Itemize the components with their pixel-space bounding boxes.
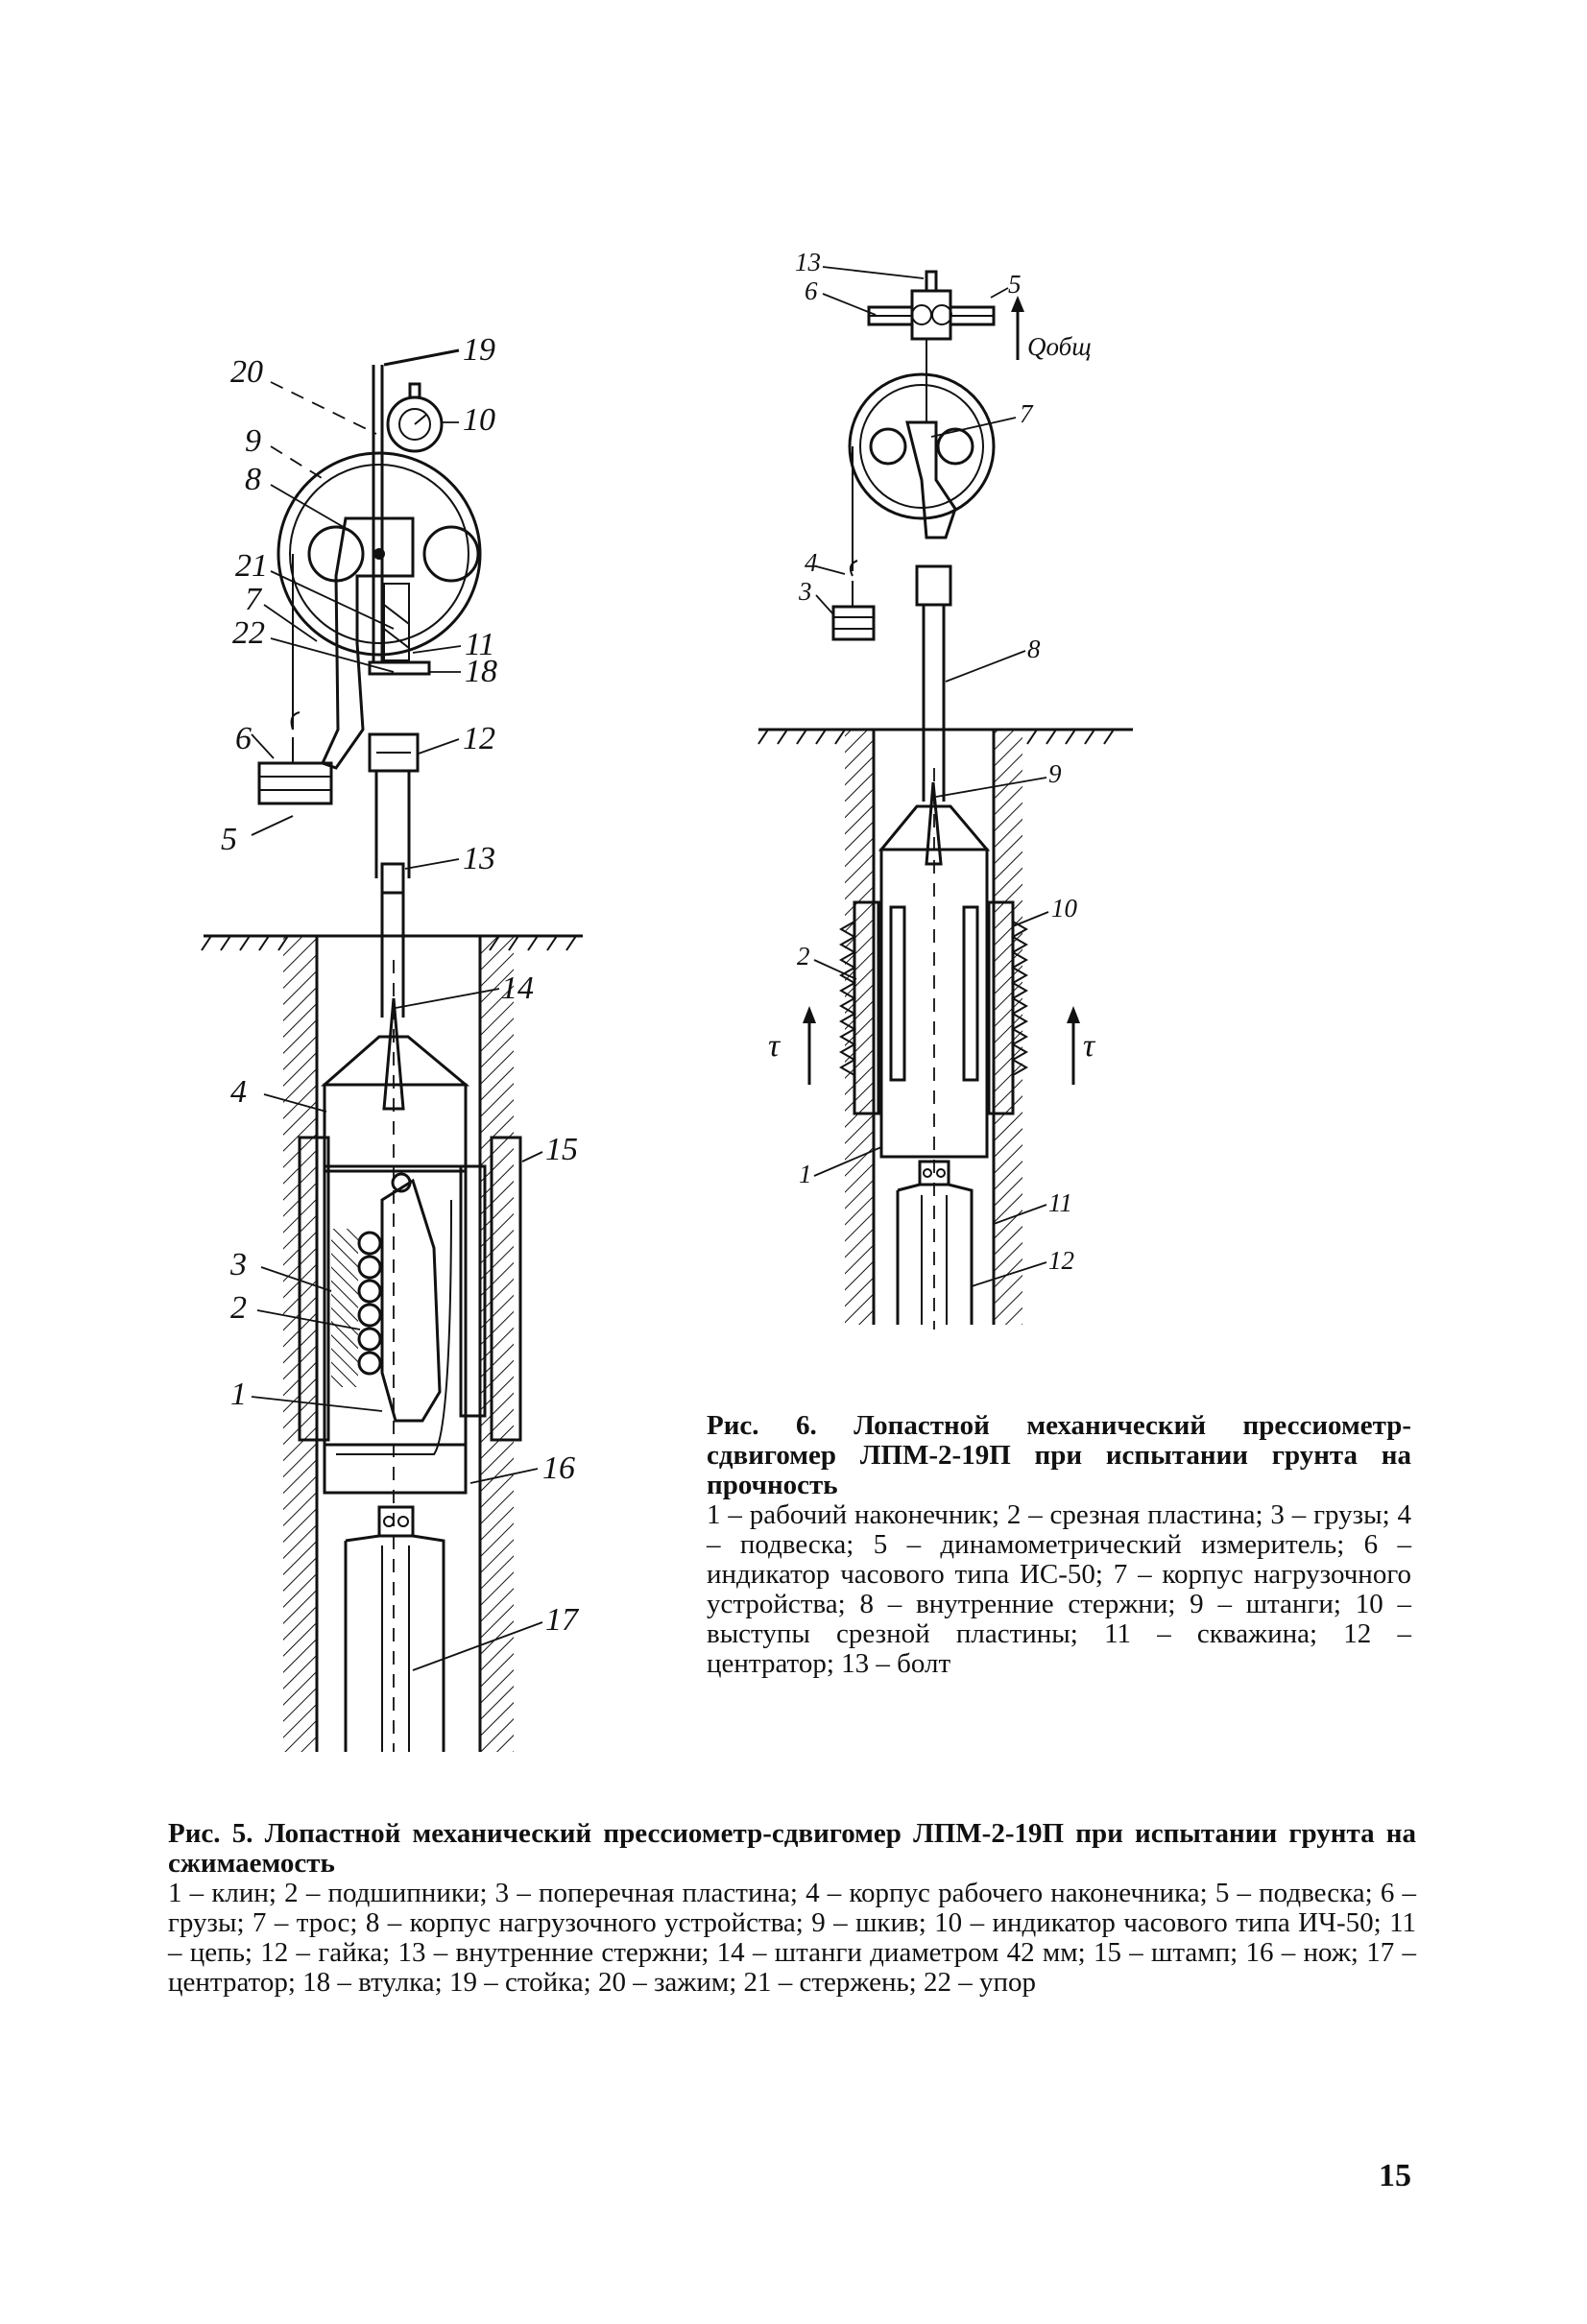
fig6-label-12: 12 <box>1048 1246 1074 1275</box>
fig6-label-3: 3 <box>799 577 812 606</box>
fig6-label-4: 4 <box>805 548 818 577</box>
fig5-label-22: 22 <box>232 615 265 651</box>
figure-6-caption-items: 1 – рабочий наконечник; 2 – срезная пластина; 3 – грузы; 4 – подвеска; 5 – динамометрический измеритель; 6 – индикатор часового типа ИС-50; 7 – корпус нагрузочного устройства; 8 – внутренние стержни; 9 – штанги; 10 – выступы срезной пластины; 11 – скважина; 12 – центратор; 13 – болт <box>707 1499 1411 1679</box>
fig5-label-12: 12 <box>463 721 495 756</box>
figure-6-caption <box>707 1411 1411 1679</box>
figure-6-caption-title: Рис. 6. Лопастной механический прессиометр-сдвигомер ЛПМ-2-19П при испытании грунта на прочность <box>707 1410 1411 1500</box>
fig6-label-9: 9 <box>1048 759 1062 788</box>
fig5-label-8: 8 <box>245 462 261 497</box>
fig5-label-16: 16 <box>542 1450 575 1486</box>
fig6-label-6: 6 <box>805 276 818 305</box>
fig5-label-18: 18 <box>465 654 497 689</box>
figure-5-labels <box>221 332 580 1638</box>
fig5-label-5: 5 <box>221 822 237 857</box>
fig6-label-2: 2 <box>797 942 810 970</box>
fig5-label-1: 1 <box>230 1377 247 1412</box>
fig6-label-10: 10 <box>1051 894 1077 922</box>
fig5-label-2: 2 <box>230 1290 247 1326</box>
fig6-label-tau-right: τ <box>1083 1028 1095 1064</box>
fig5-label-3: 3 <box>230 1247 247 1282</box>
fig5-label-15: 15 <box>545 1132 578 1167</box>
fig6-label-1: 1 <box>799 1160 812 1188</box>
fig6-label-5: 5 <box>1008 270 1022 299</box>
fig5-label-7: 7 <box>245 582 261 617</box>
fig5-label-13: 13 <box>463 841 495 876</box>
figure-6-drawing <box>758 272 1133 1330</box>
figure-5-caption <box>168 1819 1416 1998</box>
fig5-label-19: 19 <box>463 332 495 368</box>
fig6-label-11: 11 <box>1048 1188 1072 1217</box>
figure-6-labels <box>768 248 1096 1275</box>
fig5-label-9: 9 <box>245 423 261 459</box>
fig5-label-6: 6 <box>235 721 252 756</box>
fig6-label-13: 13 <box>795 248 821 276</box>
fig6-label-tau-left: τ <box>768 1028 781 1064</box>
fig6-label-q: Qобщ <box>1027 332 1092 361</box>
fig6-label-7: 7 <box>1020 399 1033 428</box>
fig5-label-4: 4 <box>230 1074 247 1110</box>
fig5-label-11: 11 <box>465 627 495 662</box>
figure-5-caption-items: 1 – клин; 2 – подшипники; 3 – поперечная пластина; 4 – корпус рабочего наконечника; 5 – подвеска; 6 – грузы; 7 – трос; 8 – корпус нагрузочного устройства; 9 – шкив; 10 – индикатор часового типа ИЧ-50; 11 – цепь; 12 – гайка; 13 – внутренние стержни; 14 – штанги диаметром 42 мм; 15 – штамп; 16 – нож; 17 – центратор; 18 – втулка; 19 – стойка; 20 – зажим; 21 – стержень; 22 – упор <box>168 1878 1416 1998</box>
fig5-label-10: 10 <box>463 402 495 438</box>
page-number: 15 <box>1379 2158 1411 2193</box>
fig5-label-14: 14 <box>501 970 534 1006</box>
fig5-label-21: 21 <box>235 548 268 584</box>
fig5-label-20: 20 <box>230 354 263 390</box>
fig5-label-17: 17 <box>545 1602 578 1638</box>
fig6-label-8: 8 <box>1027 635 1041 663</box>
figure-5-caption-title: Рис. 5. Лопастной механический прессиометр-сдвигомер ЛПМ-2-19П при испытании грунта на сжимаемость <box>168 1818 1416 1879</box>
